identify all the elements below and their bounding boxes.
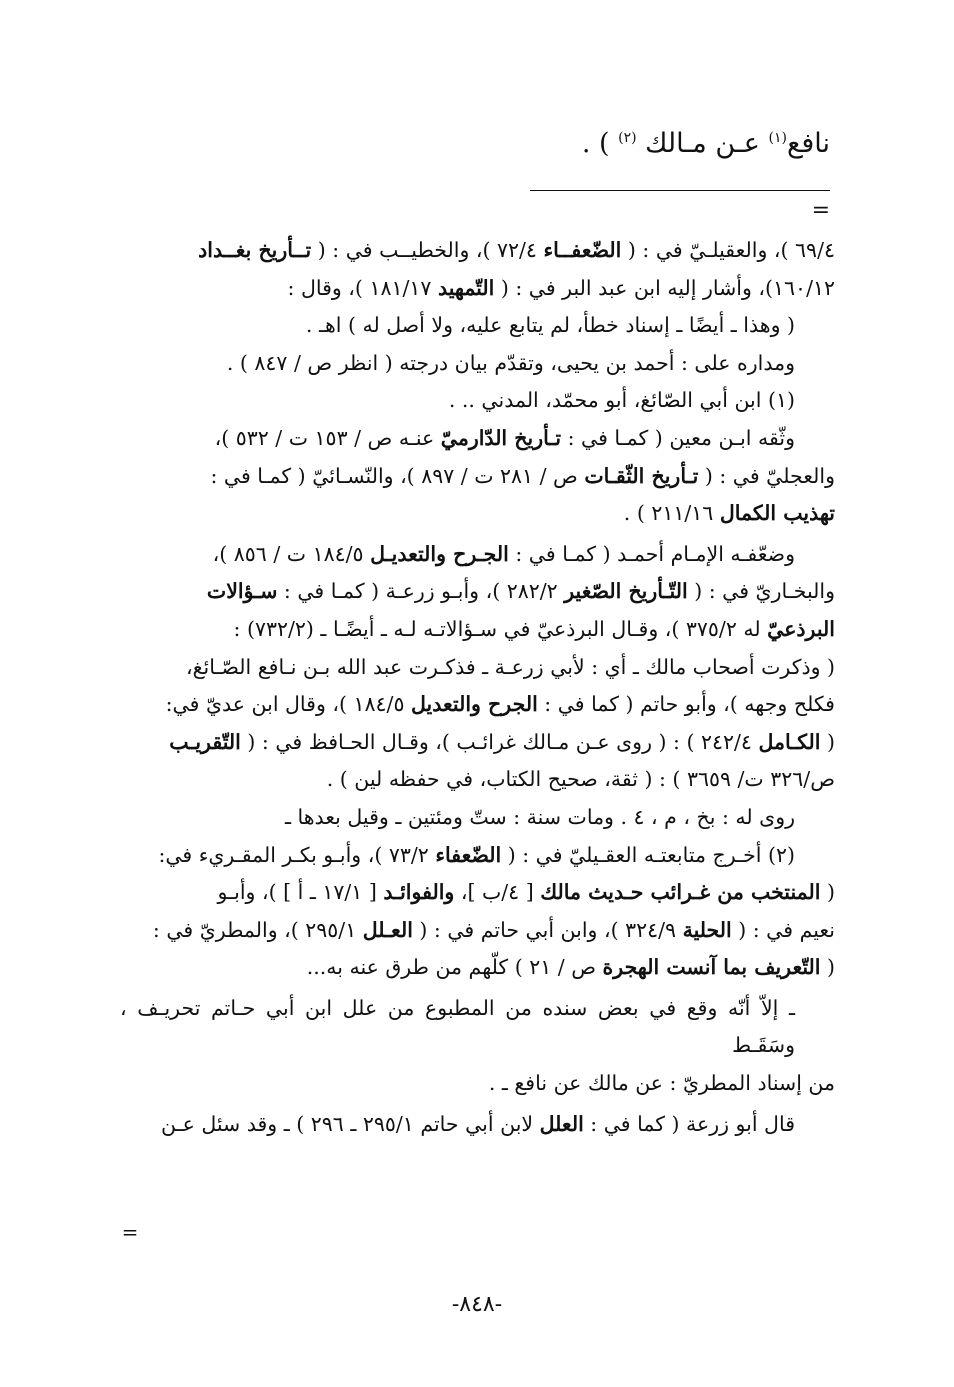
footnote-ref-1: (١): [768, 130, 787, 146]
line-text: ومداره على : أحمد بن يحيى، وتقدّم بيان درجته ( انظر ص / ٨٤٧ ) .: [226, 350, 795, 375]
line-text: ص / ٢١ ) كلّهم من طرق عنه به...: [306, 955, 603, 980]
line-text: (: [820, 955, 835, 980]
continuation-mark-top: =: [811, 198, 830, 223]
bold-title: الضّعفــاء: [543, 238, 622, 262]
footnote-line: [120, 837, 835, 875]
footnote-line: [120, 874, 835, 912]
main-text-line: [130, 128, 830, 159]
footnote-separator: [530, 190, 830, 191]
line-text: ٢٩٥/١ )، والمطريّ في :: [152, 917, 363, 942]
line-text: والعجليّ في : (: [698, 463, 835, 488]
line-text: ١٨٤/٥ )، وقال ابن عديّ في:: [165, 692, 411, 717]
line-text: روى له : بخ ، م ، ٤ . ومات سنة : ستّ ومئتين ـ وقيل بعدها ـ: [284, 804, 795, 829]
continuation-mark-bottom: =: [121, 1220, 139, 1244]
line-text: ـ إلاّ أنّه وقع في بعض سنده من المطبوع من علل ابن أبي حـاتم تحريـف ، وسَقَـط: [120, 995, 795, 1058]
page-number: -٨٤٨-: [451, 1292, 503, 1317]
footnote-line: [120, 495, 835, 533]
main-text-part: نافع: [786, 128, 830, 159]
bold-title: الضّعفاء: [435, 842, 502, 867]
line-text: ١٦٠/١٢)، وأشار إليه ابن عبد البر في : (: [494, 275, 835, 300]
line-text: لابن أبي حاتم ٢٩٥/١ ـ ٢٩٦ ) ـ وقد سئل عـن: [160, 1111, 540, 1136]
footnote-line: [120, 458, 835, 496]
line-text: فكلح وجهه )، وأبو حاتم ( كما في :: [537, 692, 835, 717]
footnote-line: [120, 686, 835, 724]
footnote-line: [120, 990, 835, 1065]
main-text-part: عـن مـالك: [636, 128, 769, 159]
bold-title: تــأريخ بغــداد: [198, 238, 312, 262]
footnote-line: [120, 799, 835, 837]
bold-title: التّمهيد: [437, 275, 495, 300]
main-text-part: ) .: [581, 128, 619, 159]
bold-title: البرذعيّ: [767, 616, 835, 641]
bold-title: التّقريـب: [169, 729, 241, 754]
line-text: من إسناد المطريّ : عن مالك عن نافع ـ .: [488, 1071, 835, 1096]
line-text: ( وذكرت أصحاب مالك ـ أي : لأبي زرعـة ـ فذكـرت عبد الله بـن نـافع الصّـائغ،: [186, 654, 835, 679]
line-text: ٦٩/٤ )، والعقيلـيّ في : (: [621, 238, 835, 262]
footnote-line: [120, 912, 835, 950]
bold-title: الجـرح والتعديـل: [370, 541, 509, 566]
footnote-line: [120, 611, 835, 649]
line-text: ٢١١/١٦ ) .: [623, 501, 720, 526]
line-text: نعيم في : (: [731, 917, 835, 942]
footnote-line: [120, 1106, 835, 1144]
footnote-line: [120, 573, 835, 611]
footnote-line: [120, 536, 835, 574]
bold-title: تهذيب الكمال: [719, 501, 835, 526]
footnote-line: [120, 761, 835, 799]
footnote-line: [120, 270, 835, 308]
footnote-line: [120, 949, 835, 987]
line-text: ٢٤٢/٤ ) : ( روى عـن مـالك غرائـب )، وقـال الحـافظ في : (: [240, 729, 759, 754]
line-text: والبخـاريّ في : (: [687, 579, 835, 604]
bold-title: سـؤالات: [206, 579, 278, 604]
line-text: وضعّفـه الإمـام أحمـد ( كمـا في :: [508, 541, 795, 566]
line-text: (: [820, 729, 835, 754]
bold-title: تـأريخ الثّقـات: [584, 463, 699, 488]
bold-title: الكـامل: [758, 729, 821, 754]
line-text: ص/٣٢٦ ت/ ٣٦٥٩ ) : ( ثقة، صحيح الكتاب، في حفظه لين ) .: [326, 767, 835, 792]
footnote-line: [120, 382, 835, 420]
line-text: ( وهذا ـ أيضًا ـ إسناد خطأ، لم يتابع عليه، ولا أصل له ) اهـ .: [305, 313, 795, 338]
footnote-line: [120, 420, 835, 458]
line-text: (: [820, 880, 835, 905]
line-text: وثّقه ابـن معين ( كمـا في :: [561, 425, 795, 450]
bold-title: العلل: [539, 1111, 584, 1136]
line-text: عنـه ص / ١٥٣ ت / ٥٣٢ )،: [214, 425, 441, 450]
bold-title: العـلل: [362, 917, 413, 942]
line-text: له ٣٧٥/٢ )، وقـال البرذعيّ في سـؤالاتـه لـه ـ أيضًـا ـ (٧٣٢/٢) :: [233, 616, 768, 641]
line-text: ١٨٤/٥ ت / ٨٥٦ )،: [212, 541, 371, 566]
line-text: ٢٨٢/٢ )، وأبـو زرعـة ( كمـا في :: [277, 579, 565, 604]
bold-title: تـأريخ الدّارميّ: [440, 425, 562, 450]
line-text: قال أبو زرعة ( كما في :: [583, 1111, 795, 1136]
line-text: [ ١٧/١ ـ أ ] )، وأبـو: [217, 880, 384, 905]
bold-title: التّـأريخ الصّغير: [564, 579, 688, 604]
bold-title: الجرح والتعديل: [411, 692, 538, 717]
footnote-line: [120, 649, 835, 687]
line-text: ٧٣/٢ )، وأبـو بكـر المقـريء في:: [158, 842, 436, 867]
bold-title: الحلية: [682, 917, 732, 942]
line-text: ٣٢٤/٩ )، وابن أبي حاتم في : (: [412, 917, 683, 942]
footnote-line: [120, 232, 835, 270]
line-text: [ ٤/ب ]،: [454, 880, 541, 905]
bold-title: المنتخب من غـرائب حـديث مالك: [540, 880, 821, 905]
footnote-line: [120, 307, 835, 345]
footnote-line: [120, 345, 835, 383]
line-text: (١) ابن أبي الصّائغ، أبو محمّد، المدني .. .: [448, 388, 795, 413]
bold-title: التّعريف بما آنست الهجرة: [602, 955, 821, 980]
line-text: (٢) أخـرج متابعتـه العقـيليّ في : (: [501, 842, 795, 867]
footnote-line: [120, 724, 835, 762]
footnotes-block: [120, 232, 835, 1143]
line-text: ص / ٢٨١ ت / ٨٩٧ )، والنّسـائيّ ( كمـا في :: [210, 463, 585, 488]
bold-title: والفوائـد: [383, 880, 455, 905]
footnote-line: [120, 1065, 835, 1103]
line-text: ١٨١/١٧ )، وقال :: [287, 275, 438, 300]
footnote-ref-2: (٢): [618, 130, 637, 146]
line-text: ٧٢/٤ )، والخطيــب في : (: [311, 238, 544, 262]
